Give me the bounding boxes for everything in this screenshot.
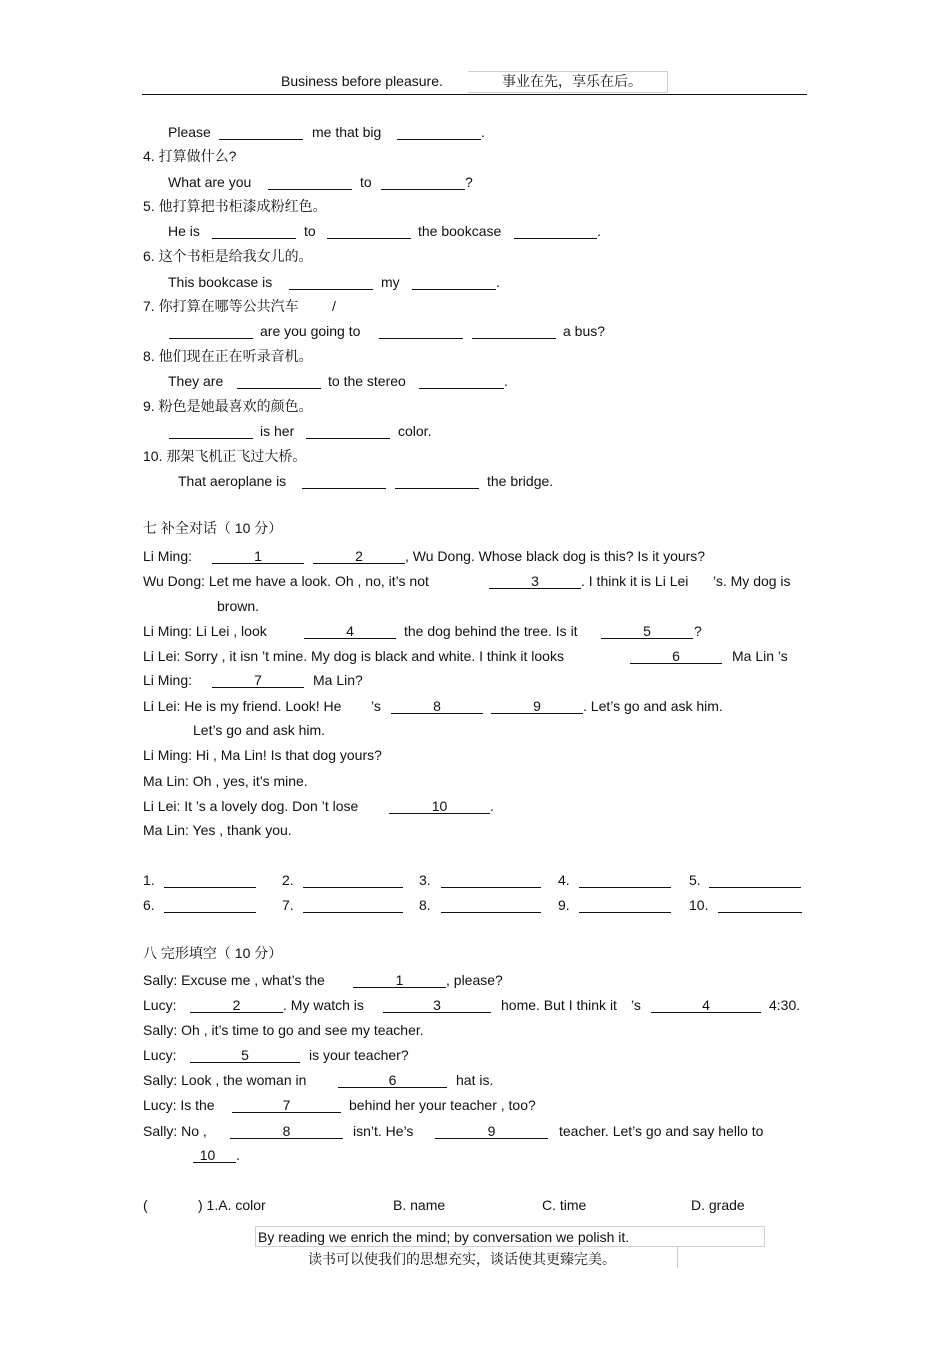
s8-l2-text-e: 4:30. <box>769 997 801 1013</box>
s8-l6-text-a: Lucy: Is the <box>143 1097 215 1113</box>
blank[interactable] <box>419 372 504 389</box>
s7-l6-text-c: . Let’s go and ask him. <box>583 698 723 714</box>
answer-label: 7. <box>282 897 294 913</box>
blank-number: 7 <box>282 1097 291 1113</box>
s7-l6-text-b: ’s <box>371 698 381 714</box>
answer-blank[interactable] <box>164 896 256 913</box>
blank-number: 1 <box>254 548 262 564</box>
answer-blank[interactable] <box>579 871 671 888</box>
answer-blank[interactable] <box>303 896 403 913</box>
answer-blank[interactable] <box>441 871 541 888</box>
s7-l9-text-a: Li Lei: It ’s a lovely dog. Don ’t lose <box>143 798 359 814</box>
blank[interactable] <box>327 222 411 239</box>
blank[interactable] <box>514 222 597 239</box>
s7-l2-text-a: Wu Dong: Let me have a look. Oh , no, it’s not <box>143 573 429 589</box>
answer-blank[interactable] <box>709 871 801 888</box>
s7-l6-continuation: Let’s go and ask him. <box>193 722 326 738</box>
s7-l3-text-b: the dog behind the tree. Is it <box>404 623 578 639</box>
blank[interactable] <box>472 322 556 339</box>
s8-l7-period: . <box>236 1147 240 1163</box>
answer-label: 2. <box>282 872 294 888</box>
s7-l4-text-b: Ma Lin ’s <box>732 648 788 664</box>
answer-label: 4. <box>558 872 570 888</box>
s6-line1-text-b: me that big <box>312 124 382 140</box>
s8-l7-text-a: Sally: No , <box>143 1123 207 1139</box>
answer-blank[interactable] <box>718 896 802 913</box>
s8-l1-text-a: Sally: Excuse me , what’s the <box>143 972 325 988</box>
s6-q7-chinese: 7. 你打算在哪等公共汽车 <box>143 298 299 314</box>
s6-q5-chinese: 5. 他打算把书柜漆成粉红色。 <box>143 198 327 214</box>
s8-l2-text-b: . My watch is <box>283 997 364 1013</box>
s8-l7-text-b: isn’t. He’s <box>353 1123 414 1139</box>
s7-l5-speaker: Li Ming: <box>143 672 193 688</box>
blank[interactable] <box>169 422 253 439</box>
blank-number: 8 <box>433 698 441 714</box>
blank-number: 7 <box>254 672 262 688</box>
blank[interactable] <box>381 173 465 190</box>
s6-q5-text-b: to <box>304 223 316 239</box>
s6-q9-text-b: color. <box>398 423 432 439</box>
s8-l2-speaker: Lucy: <box>143 997 177 1013</box>
blank-number: 9 <box>533 698 541 714</box>
answer-blank[interactable] <box>441 896 541 913</box>
blank-number: 3 <box>433 997 441 1013</box>
s6-q4-text-b: to <box>360 174 372 190</box>
blank-number: 2 <box>355 548 363 564</box>
answer-paren-open[interactable]: ( <box>143 1197 148 1213</box>
answer-label: 10. <box>689 897 709 913</box>
s7-l7-text: Li Ming: Hi , Ma Lin! Is that dog yours? <box>143 747 382 763</box>
blank[interactable] <box>306 422 390 439</box>
footer-quote-en: By reading we enrich the mind; by conversation we polish it. <box>258 1229 630 1245</box>
blank-number: 10 <box>199 1147 216 1163</box>
blank-number: 4 <box>702 997 710 1013</box>
blank-number: 8 <box>282 1123 291 1139</box>
s8-l3-text: Sally: Oh , it’s time to go and see my teacher. <box>143 1022 424 1038</box>
answer-blank[interactable] <box>579 896 671 913</box>
blank-number: 3 <box>531 573 539 589</box>
answer-label: 1. <box>143 872 155 888</box>
s7-l3-qmark: ? <box>694 623 702 639</box>
s6-line1-text-a: Please <box>168 124 211 140</box>
s7-l2-continuation: brown. <box>217 598 260 614</box>
s6-q4-text-a: What are you <box>168 174 252 190</box>
s8-l4-speaker: Lucy: <box>143 1047 177 1063</box>
blank[interactable] <box>289 273 373 290</box>
answer-label: 3. <box>419 872 431 888</box>
s8-l5-text-a: Sally: Look , the woman in <box>143 1072 307 1088</box>
blank[interactable] <box>219 123 303 140</box>
blank-number: 6 <box>388 1072 397 1088</box>
blank-number: 2 <box>232 997 241 1013</box>
blank[interactable] <box>237 372 321 389</box>
s7-l3-text-a: Li Ming: Li Lei , look <box>143 623 267 639</box>
header-box <box>468 71 668 93</box>
answer-blank[interactable] <box>303 871 403 888</box>
blank-number: 5 <box>643 623 651 639</box>
s7-l2-text-c: ’s. My dog is <box>713 573 791 589</box>
q1-option-b[interactable]: B. name <box>393 1197 446 1213</box>
blank[interactable] <box>397 123 481 140</box>
blank-number: 1 <box>395 972 404 988</box>
blank-number: 9 <box>487 1123 496 1139</box>
s8-l5-text-b: hat is. <box>456 1072 494 1088</box>
answer-label: 8. <box>419 897 431 913</box>
s6-q8-period: . <box>504 373 508 389</box>
s8-l6-text-b: behind her your teacher , too? <box>349 1097 536 1113</box>
s6-q9-text-a: is her <box>260 423 295 439</box>
q1-option-c[interactable]: C. time <box>542 1197 587 1213</box>
s6-q10-chinese: 10. 那架飞机正飞过大桥。 <box>143 448 307 464</box>
s7-l4-text-a: Li Lei: Sorry , it isn ’t mine. My dog is black and white. I think it looks <box>143 648 564 664</box>
s6-q6-chinese: 6. 这个书柜是给我女儿的。 <box>143 248 313 264</box>
s6-q6-period: . <box>496 274 500 290</box>
s6-q6-text-b: my <box>381 274 400 290</box>
answer-label: 9. <box>558 897 570 913</box>
section-8-title: 八 完形填空（ 10 分） <box>143 945 283 961</box>
s7-l2-text-b: . I think it is Li Lei <box>581 573 689 589</box>
blank[interactable] <box>212 222 296 239</box>
s6-q7-text-a: are you going to <box>260 323 361 339</box>
s8-l7-text-c: teacher. Let’s go and say hello to <box>559 1123 764 1139</box>
s7-l9-period: . <box>490 798 494 814</box>
blank[interactable] <box>379 322 463 339</box>
s6-q4-qmark: ? <box>465 174 473 190</box>
s8-l4-text: is your teacher? <box>309 1047 409 1063</box>
s6-q5-period: . <box>597 223 601 239</box>
blank[interactable] <box>302 472 386 489</box>
header-motto-zh: 事业在先，享乐在后。 <box>502 73 642 89</box>
blank-number: 5 <box>241 1047 249 1063</box>
s6-q7-slash: / <box>332 298 336 314</box>
blank[interactable] <box>395 472 479 489</box>
answer-label: 6. <box>143 897 155 913</box>
s6-q6-text-a: This bookcase is <box>168 274 273 290</box>
q1-option-a[interactable]: ) 1.A. color <box>198 1197 266 1213</box>
q1-option-d[interactable]: D. grade <box>691 1197 745 1213</box>
header-motto-en: Business before pleasure. <box>281 73 443 89</box>
footer-quote-zh: 读书可以使我们的思想充实，谈话使其更臻完美。 <box>308 1251 616 1267</box>
s7-l1-text: , Wu Dong. Whose black dog is this? Is it yours? <box>405 548 706 564</box>
s6-q10-text-b: the bridge. <box>487 473 554 489</box>
s8-l1-text-b: , please? <box>446 972 503 988</box>
s7-l5-text: Ma Lin? <box>313 672 363 688</box>
s7-l6-text-a: Li Lei: He is my friend. Look! He <box>143 698 342 714</box>
s6-q5-text-c: the bookcase <box>418 223 502 239</box>
s6-q10-text-a: That aeroplane is <box>178 473 287 489</box>
s6-q8-text-b: to the stereo <box>328 373 406 389</box>
s6-q5-text-a: He is <box>168 223 200 239</box>
blank-number: 4 <box>346 623 354 639</box>
blank[interactable] <box>169 322 253 339</box>
s8-l2-text-d: ’s <box>631 997 641 1013</box>
s6-q8-chinese: 8. 他们现在正在听录音机。 <box>143 348 313 364</box>
s6-line1-period: . <box>481 124 485 140</box>
section-7-title: 七 补全对话（ 10 分） <box>143 520 283 536</box>
footer-divider <box>677 1246 678 1268</box>
s6-q4-chinese: 4. 打算做什么? <box>143 148 237 164</box>
s7-l8-text: Ma Lin: Oh , yes, it’s mine. <box>143 773 308 789</box>
blank[interactable] <box>268 173 352 190</box>
s6-q8-text-a: They are <box>168 373 224 389</box>
s7-l1-speaker: Li Ming: <box>143 548 193 564</box>
blank-number: 10 <box>431 798 448 814</box>
header-rule <box>142 94 807 95</box>
answer-label: 5. <box>689 872 701 888</box>
s7-l10-text: Ma Lin: Yes , thank you. <box>143 822 292 838</box>
blank-number: 6 <box>672 648 680 664</box>
s6-q9-chinese: 9. 粉色是她最喜欢的颜色。 <box>143 398 313 414</box>
answer-blank[interactable] <box>164 871 256 888</box>
s8-l2-text-c: home. But I think it <box>501 997 617 1013</box>
blank[interactable] <box>412 273 496 290</box>
s6-q7-text-b: a bus? <box>563 323 606 339</box>
